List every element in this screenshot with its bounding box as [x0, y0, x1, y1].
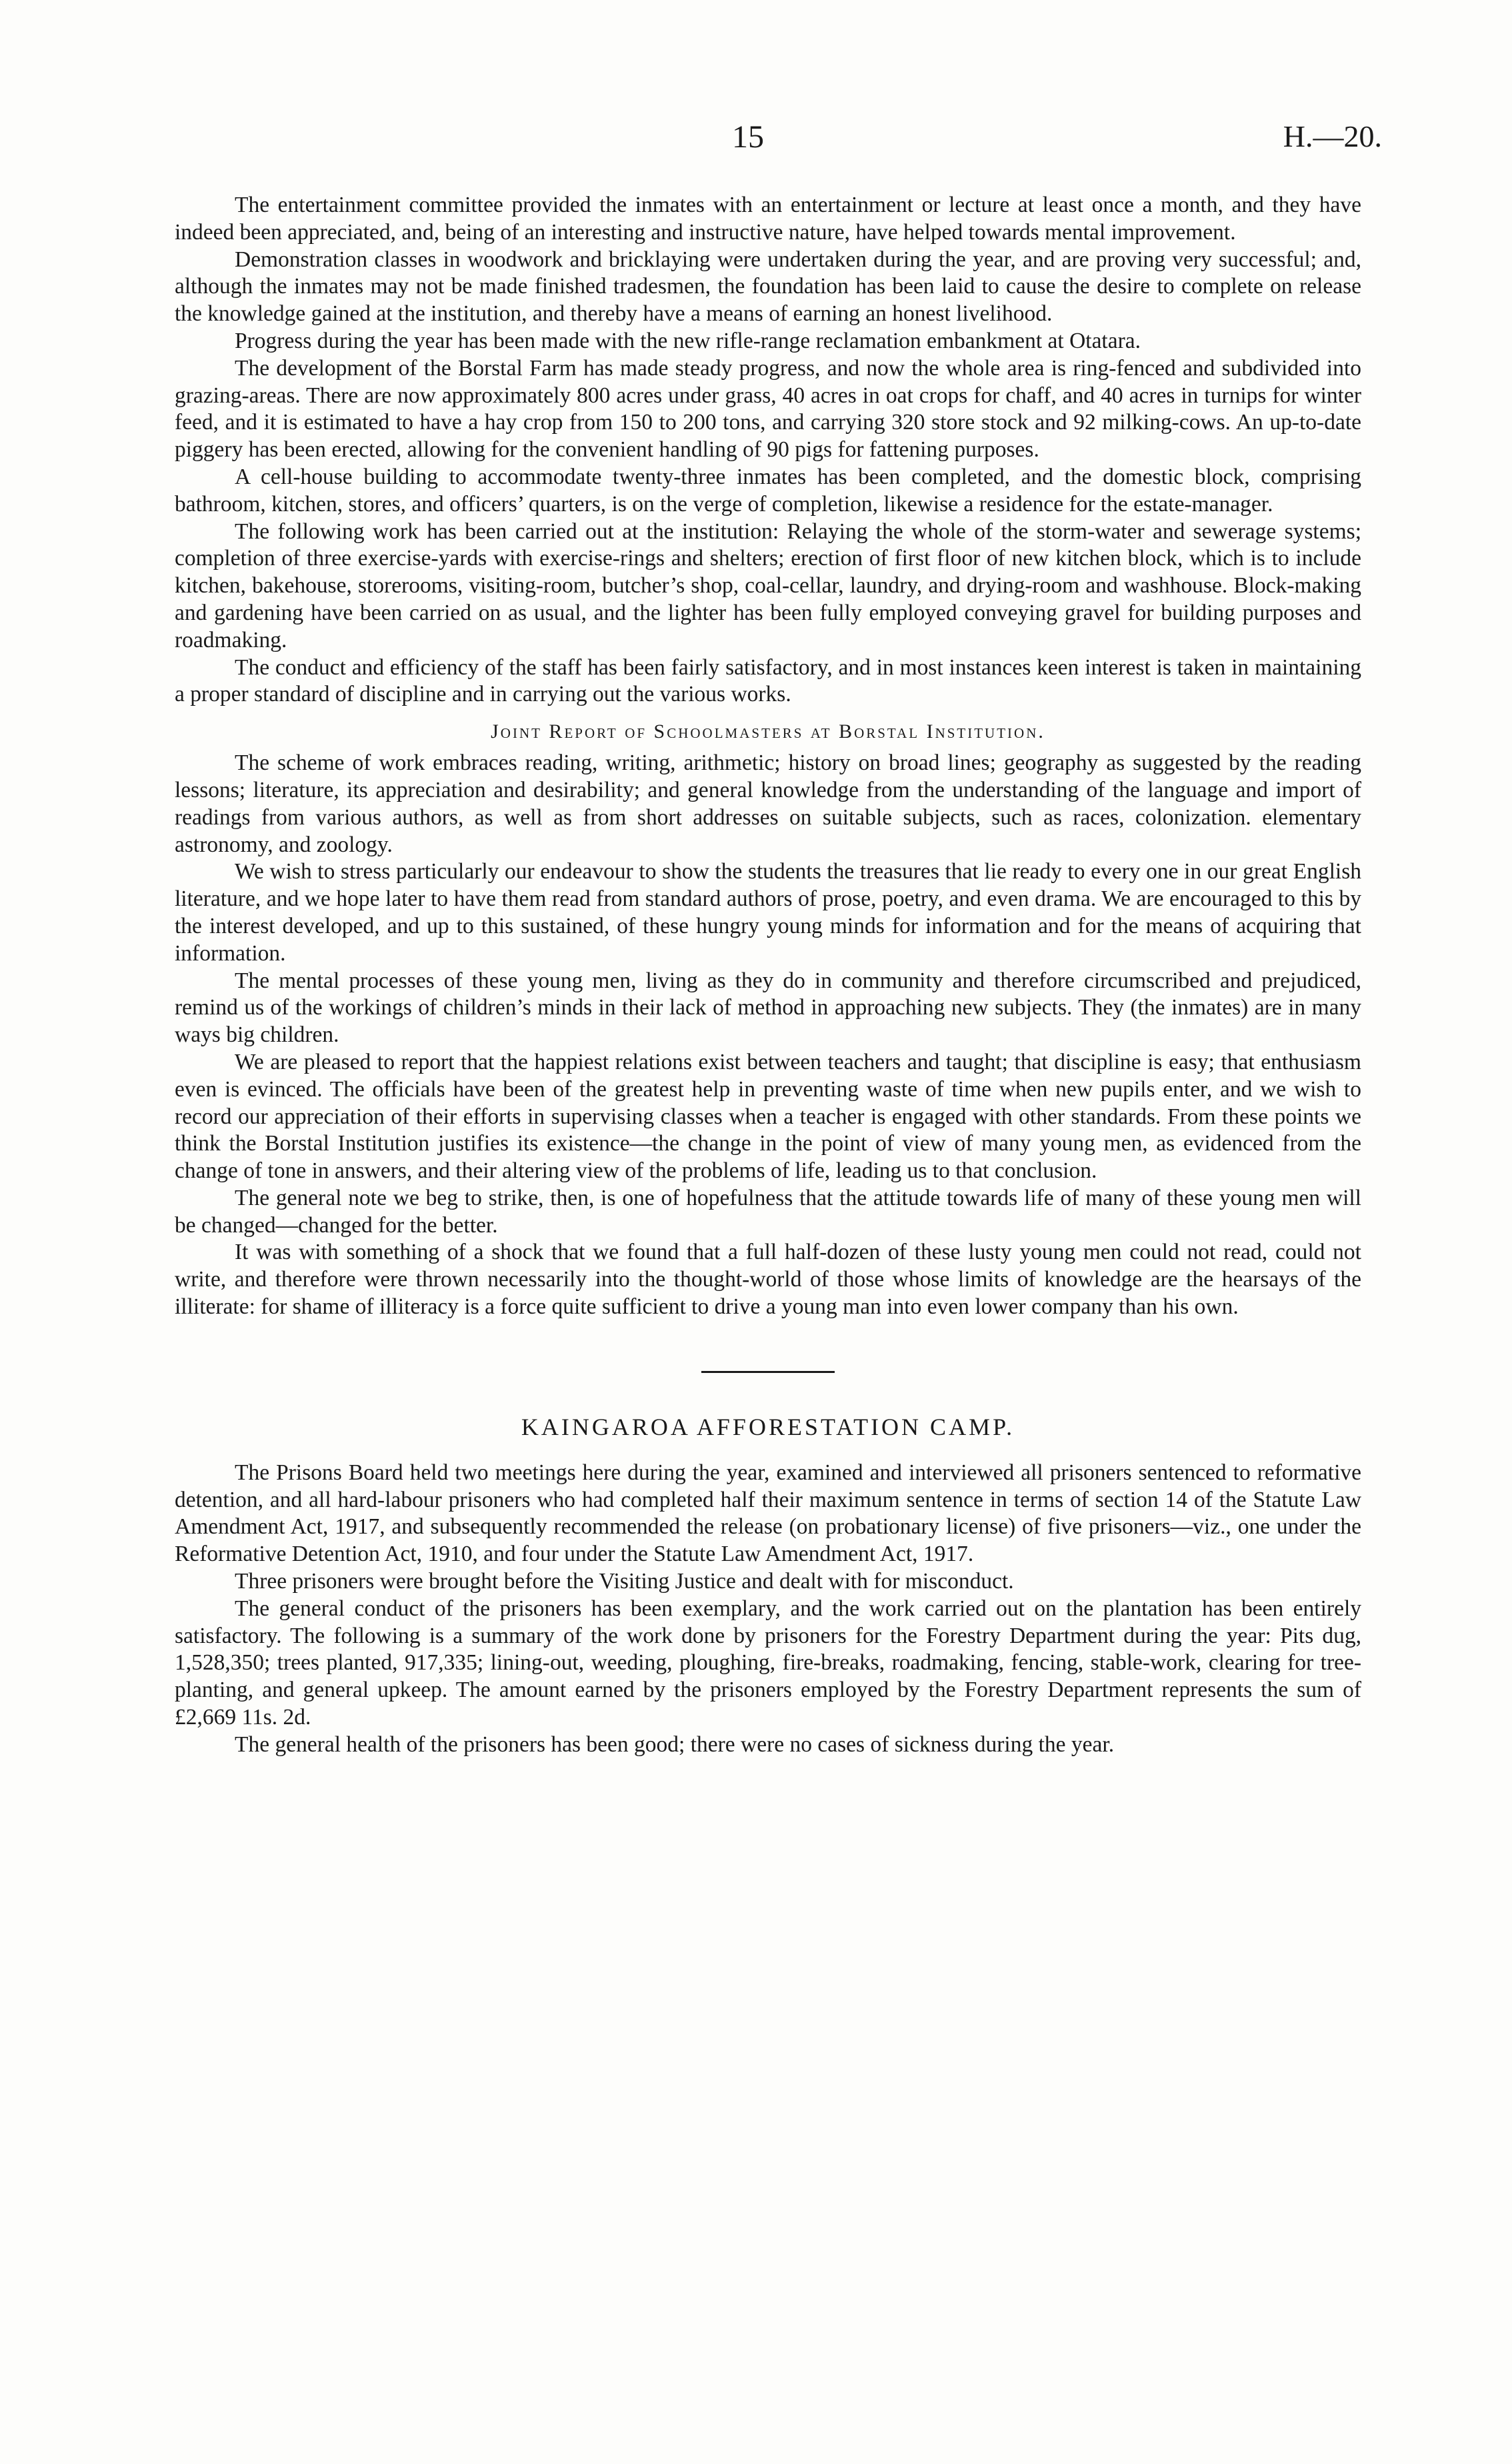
paragraph: Demonstration classes in woodwork and bricklaying were undertaken during the year, and are proving very successful; and, although the inmates may not be made finished tradesmen, the foundation has been laid to cause the desire to complete on release the knowledge gained at the institution, and thereby have a means of earning an honest livelihood.	[175, 247, 1361, 327]
paragraph: We wish to stress particularly our endeavour to show the students the treasures that lie ready to every one in our great English literature, and we hope later to have them read from standard authors of prose, poetry, and even drama. We are encouraged to this by the interest developed, and up to this sustained, of these hungry young minds for information and for the means of acquiring that information.	[175, 859, 1361, 966]
paragraph: The development of the Borstal Farm has made steady progress, and now the whole area is ring-fenced and subdivided into grazing-areas. There are now approximately 800 acres under grass, 40 acres in oat crops for chaff, and 40 acres in turnips for winter feed, and it is estimated to have a hay crop from 150 to 200 tons, and carrying 320 store stock and 92 milking-cows. An up-to-date piggery has been erected, allowing for the convenient handling of 90 pigs for fattening purposes.	[175, 355, 1361, 463]
kaingaroa-section	[175, 1413, 1361, 1759]
paragraph: A cell-house building to accommodate twenty-three inmates has been completed, and the domestic block, comprising bathroom, kitchen, stores, and officers’ quarters, is on the verge of completion, likewise a residence for the estate-manager.	[175, 464, 1361, 517]
paragraph: Progress during the year has been made with the new rifle-range reclamation embankment at Otatara.	[235, 328, 1141, 353]
paragraph: It was with something of a shock that we found that a full half-dozen of these lusty young men could not read, could not write, and therefore were thrown necessarily into the thought-world of those whose limits of knowledge are the hearsays of the illiterate: for shame of illiteracy is a force quite sufficient to drive a young man into even lower company than his own.	[175, 1240, 1361, 1320]
paragraph: The scheme of work embraces reading, writing, arithmetic; history on broad lines; geography as suggested by the reading lessons; literature, its appreciation and desirability; and general knowledge from the understanding of the language and import of readings from various authors, as well as from short addresses on suitable subjects, such as races, colonization. elementary astronomy, and zoology.	[175, 750, 1361, 857]
schoolmasters-report-heading-text: Joint Report of Schoolmasters at Borstal Institution.	[491, 720, 1045, 743]
page-body	[175, 192, 1361, 1759]
paragraph: The general health of the prisoners has been good; there were no cases of sickness during the year.	[235, 1732, 1115, 1757]
paragraph: The general conduct of the prisoners has been exemplary, and the work carried out on the plantation has been entirely satisfactory. The following is a summary of the work done by prisoners for the Forestry Department during the year: Pits dug, 1,528,350; trees planted, 917,335; lining-out, weeding, ploughing, fire-breaks, roadmaking, fencing, stable-work, clearing for tree-planting, and general upkeep. The amount earned by the prisoners employed by the Forestry Department represents the sum of £2,669 11s. 2d.	[175, 1596, 1361, 1730]
document-reference: H.—20.	[1283, 119, 1382, 153]
page-header	[0, 119, 1512, 159]
section-divider	[701, 1371, 835, 1373]
paragraph: The Prisons Board held two meetings here during the year, examined and interviewed all prisoners sentenced to reformative detention, and all hard-labour prisoners who had completed half their maximum sentence in terms of section 14 of the Statute Law Amendment Act, 1917, and subsequently recommended the release (on probationary license) of five prisoners—viz., one under the Reformative Detention Act, 1910, and four under the Statute Law Amendment Act, 1917.	[175, 1460, 1361, 1567]
paragraph: The general note we beg to strike, then, is one of hopefulness that the attitude towards life of many of these young men will be changed—changed for the better.	[175, 1185, 1361, 1238]
borstal-report-section	[175, 192, 1361, 708]
kaingaroa-section-title: KAINGAROA AFFORESTATION CAMP.	[521, 1413, 1015, 1440]
schoolmasters-report-heading	[175, 720, 1361, 743]
page-number: 15	[732, 119, 764, 155]
paragraph: We are pleased to report that the happiest relations exist between teachers and taught; that discipline is easy; that enthusiasm even is evinced. The officials have been of the greatest help in preventing waste of time when new pupils enter, and we wish to record our appreciation of their efforts in supervising classes when a teacher is engaged with other standards. From these points we think the Borstal Institution justifies its existence—the change in the point of view of many young men, as evidenced from the change of tone in answers, and their altering view of the problems of life, leading us to that conclusion.	[175, 1049, 1361, 1184]
schoolmasters-report-section	[175, 720, 1361, 1321]
paragraph: The mental processes of these young men, living as they do in community and therefore circumscribed and prejudiced, remind us of the workings of children’s minds in their lack of method in approaching new subjects. They (the inmates) are in many ways big children.	[175, 968, 1361, 1048]
paragraph: The following work has been carried out at the institution: Relaying the whole of the storm-water and sewerage systems; completion of three exercise-yards with exercise-rings and shelters; erection of first floor of new kitchen block, which is to include kitchen, bakehouse, storerooms, visiting-room, butcher’s shop, coal-cellar, laundry, and drying-room and washhouse. Block-making and gardening have been carried on as usual, and the lighter has been fully employed conveying gravel for building purposes and roadmaking.	[175, 519, 1361, 652]
paragraph: The conduct and efficiency of the staff has been fairly satisfactory, and in most instances keen interest is taken in maintaining a proper standard of discipline and in carrying out the various works.	[175, 654, 1361, 707]
paragraph: Three prisoners were brought before the Visiting Justice and dealt with for misconduct.	[235, 1569, 1014, 1594]
paragraph: The entertainment committee provided the inmates with an entertainment or lecture at least once a month, and they have indeed been appreciated, and, being of an interesting and instructive nature, have helped towards mental improvement.	[175, 193, 1361, 245]
